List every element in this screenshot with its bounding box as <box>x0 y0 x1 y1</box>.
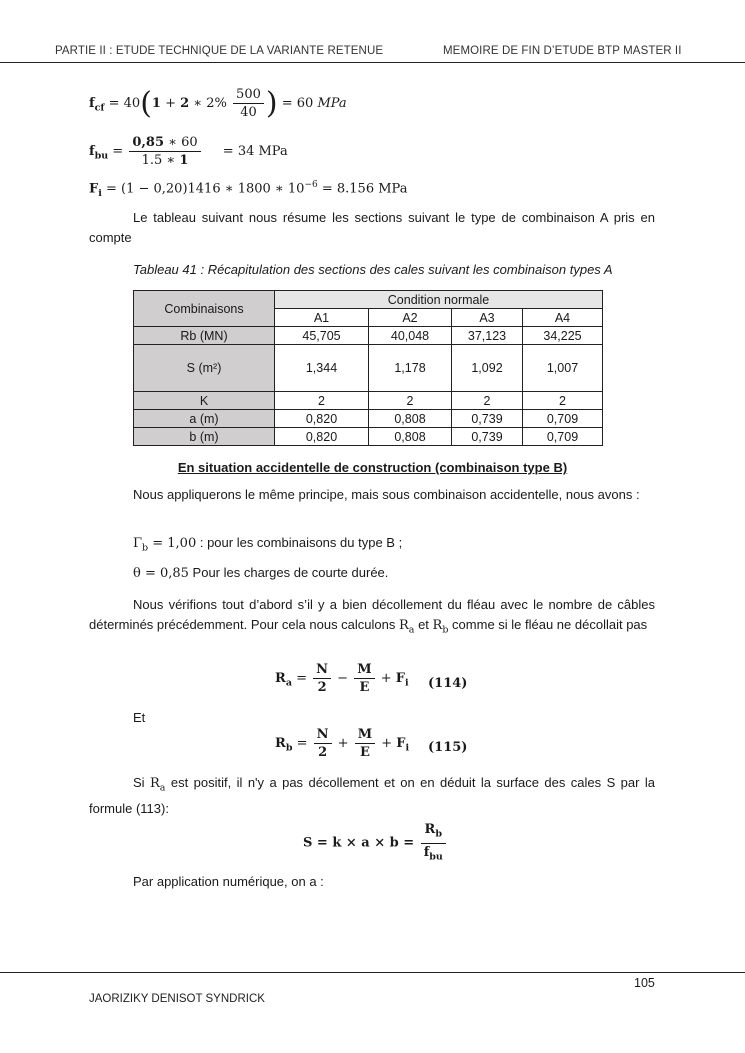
equation-number-115: (115) <box>428 740 468 755</box>
table-row <box>134 428 603 446</box>
row-label: a (m) <box>134 410 275 428</box>
footer-rule <box>0 972 745 973</box>
table-cell: 0,739 <box>452 410 523 428</box>
page-number: 105 <box>634 976 655 990</box>
equation-fi: $F_i = (1 - 0,20)1416$ ∗ 1800 ∗ $10^{-6} = 8.156$ MPa <box>89 180 408 199</box>
equation-s: S = k × a × b = $\frac{R_b}{f_{bu}}$ <box>303 822 448 864</box>
table-row <box>134 392 603 410</box>
table-col-header: A2 <box>369 309 452 327</box>
et-label: Et <box>133 710 146 725</box>
theta-line: θ = 0,85 Pour les charges de courte durée. <box>133 565 389 581</box>
row-label: Rb (MN) <box>134 327 275 345</box>
table-cell: 0,820 <box>275 410 369 428</box>
equation-rb: $R_b$ = $\frac{N}{2}$ + $\frac{M}{E}$ + $F_i$ <box>275 727 410 760</box>
equation-number-114: (114) <box>428 676 468 691</box>
paragraph-table-intro: Le tableau suivant nous résume les sections suivant le type de combinaison A pris en compte <box>89 210 655 245</box>
table-cell: 37,123 <box>452 327 523 345</box>
equation-fbu: $f_{bu}$ = $\frac{0,85 ∗ 60}{1.5 ∗ 1}$ = 34 MPa <box>89 135 288 168</box>
running-header-right: MEMOIRE DE FIN D’ETUDE BTP MASTER II <box>443 45 682 57</box>
table-corner-header: Combinaisons <box>134 291 275 327</box>
table-col-header: A4 <box>523 309 603 327</box>
table-cell: 1,178 <box>369 345 452 392</box>
table-cell: 2 <box>452 392 523 410</box>
running-header-left: PARTIE II : ETUDE TECHNIQUE DE LA VARIANTE RETENUE <box>55 45 384 57</box>
paragraph-decollement: Nous vérifions tout d’abord s’il y a bien décollement du fléau avec le nombre de câbles déterminés précédemment. Pour cela nous calculons $R_a$ et $R_b$ comme si le fléau ne décollait pas <box>89 597 655 636</box>
table-cell: 2 <box>369 392 452 410</box>
table-cell: 2 <box>275 392 369 410</box>
table-cell: 0,739 <box>452 428 523 446</box>
table-cell: 0,808 <box>369 428 452 446</box>
gamma-line: $\Gamma_b = 1,00$ : pour les combinaisons du type B ; <box>133 535 403 554</box>
table-cell: 0,709 <box>523 410 603 428</box>
table-row <box>134 345 603 392</box>
table-col-header: A1 <box>275 309 369 327</box>
paragraph-numeric: Par application numérique, on a : <box>133 874 324 889</box>
table-cell: 0,808 <box>369 410 452 428</box>
table-cell: 40,048 <box>369 327 452 345</box>
row-label: K <box>134 392 275 410</box>
paragraph-surface: Si $R_a$ est positif, il n'y a pas décollement et on en déduit la surface des cales S par la formule (113): <box>89 775 655 816</box>
header-rule <box>0 62 745 63</box>
table-caption: Tableau 41 : Récapitulation des sections des cales suivant les combinaison types A <box>133 262 613 277</box>
table-col-header: A3 <box>452 309 523 327</box>
table-cell: 2 <box>523 392 603 410</box>
equation-fcf: $f_{cf} = 40(1 + 2$ ∗ 2% $\frac{500}{40}$ ) = 60 MPa <box>89 86 347 121</box>
table-row <box>134 410 603 428</box>
equation-ra: $R_a$ = $\frac{N}{2}$ − $\frac{M}{E}$ + $F_i$ <box>275 662 409 695</box>
table-cell: 0,820 <box>275 428 369 446</box>
table-cell: 34,225 <box>523 327 603 345</box>
table-cell: 1,344 <box>275 345 369 392</box>
sections-table <box>133 290 603 446</box>
footer-author: JAORIZIKY DENISOT SYNDRICK <box>89 993 265 1005</box>
paragraph-accidental: Nous appliquerons le même principe, mais sous combinaison accidentelle, nous avons : <box>133 487 640 502</box>
table-cell: 0,709 <box>523 428 603 446</box>
row-label: S (m²) <box>134 345 275 392</box>
table-cell: 1,092 <box>452 345 523 392</box>
table-group-header: Condition normale <box>275 291 603 309</box>
table-cell: 45,705 <box>275 327 369 345</box>
table-cell: 1,007 <box>523 345 603 392</box>
section-title: En situation accidentelle de construction (combinaison type B) <box>177 460 568 475</box>
table-row <box>134 327 603 345</box>
row-label: b (m) <box>134 428 275 446</box>
